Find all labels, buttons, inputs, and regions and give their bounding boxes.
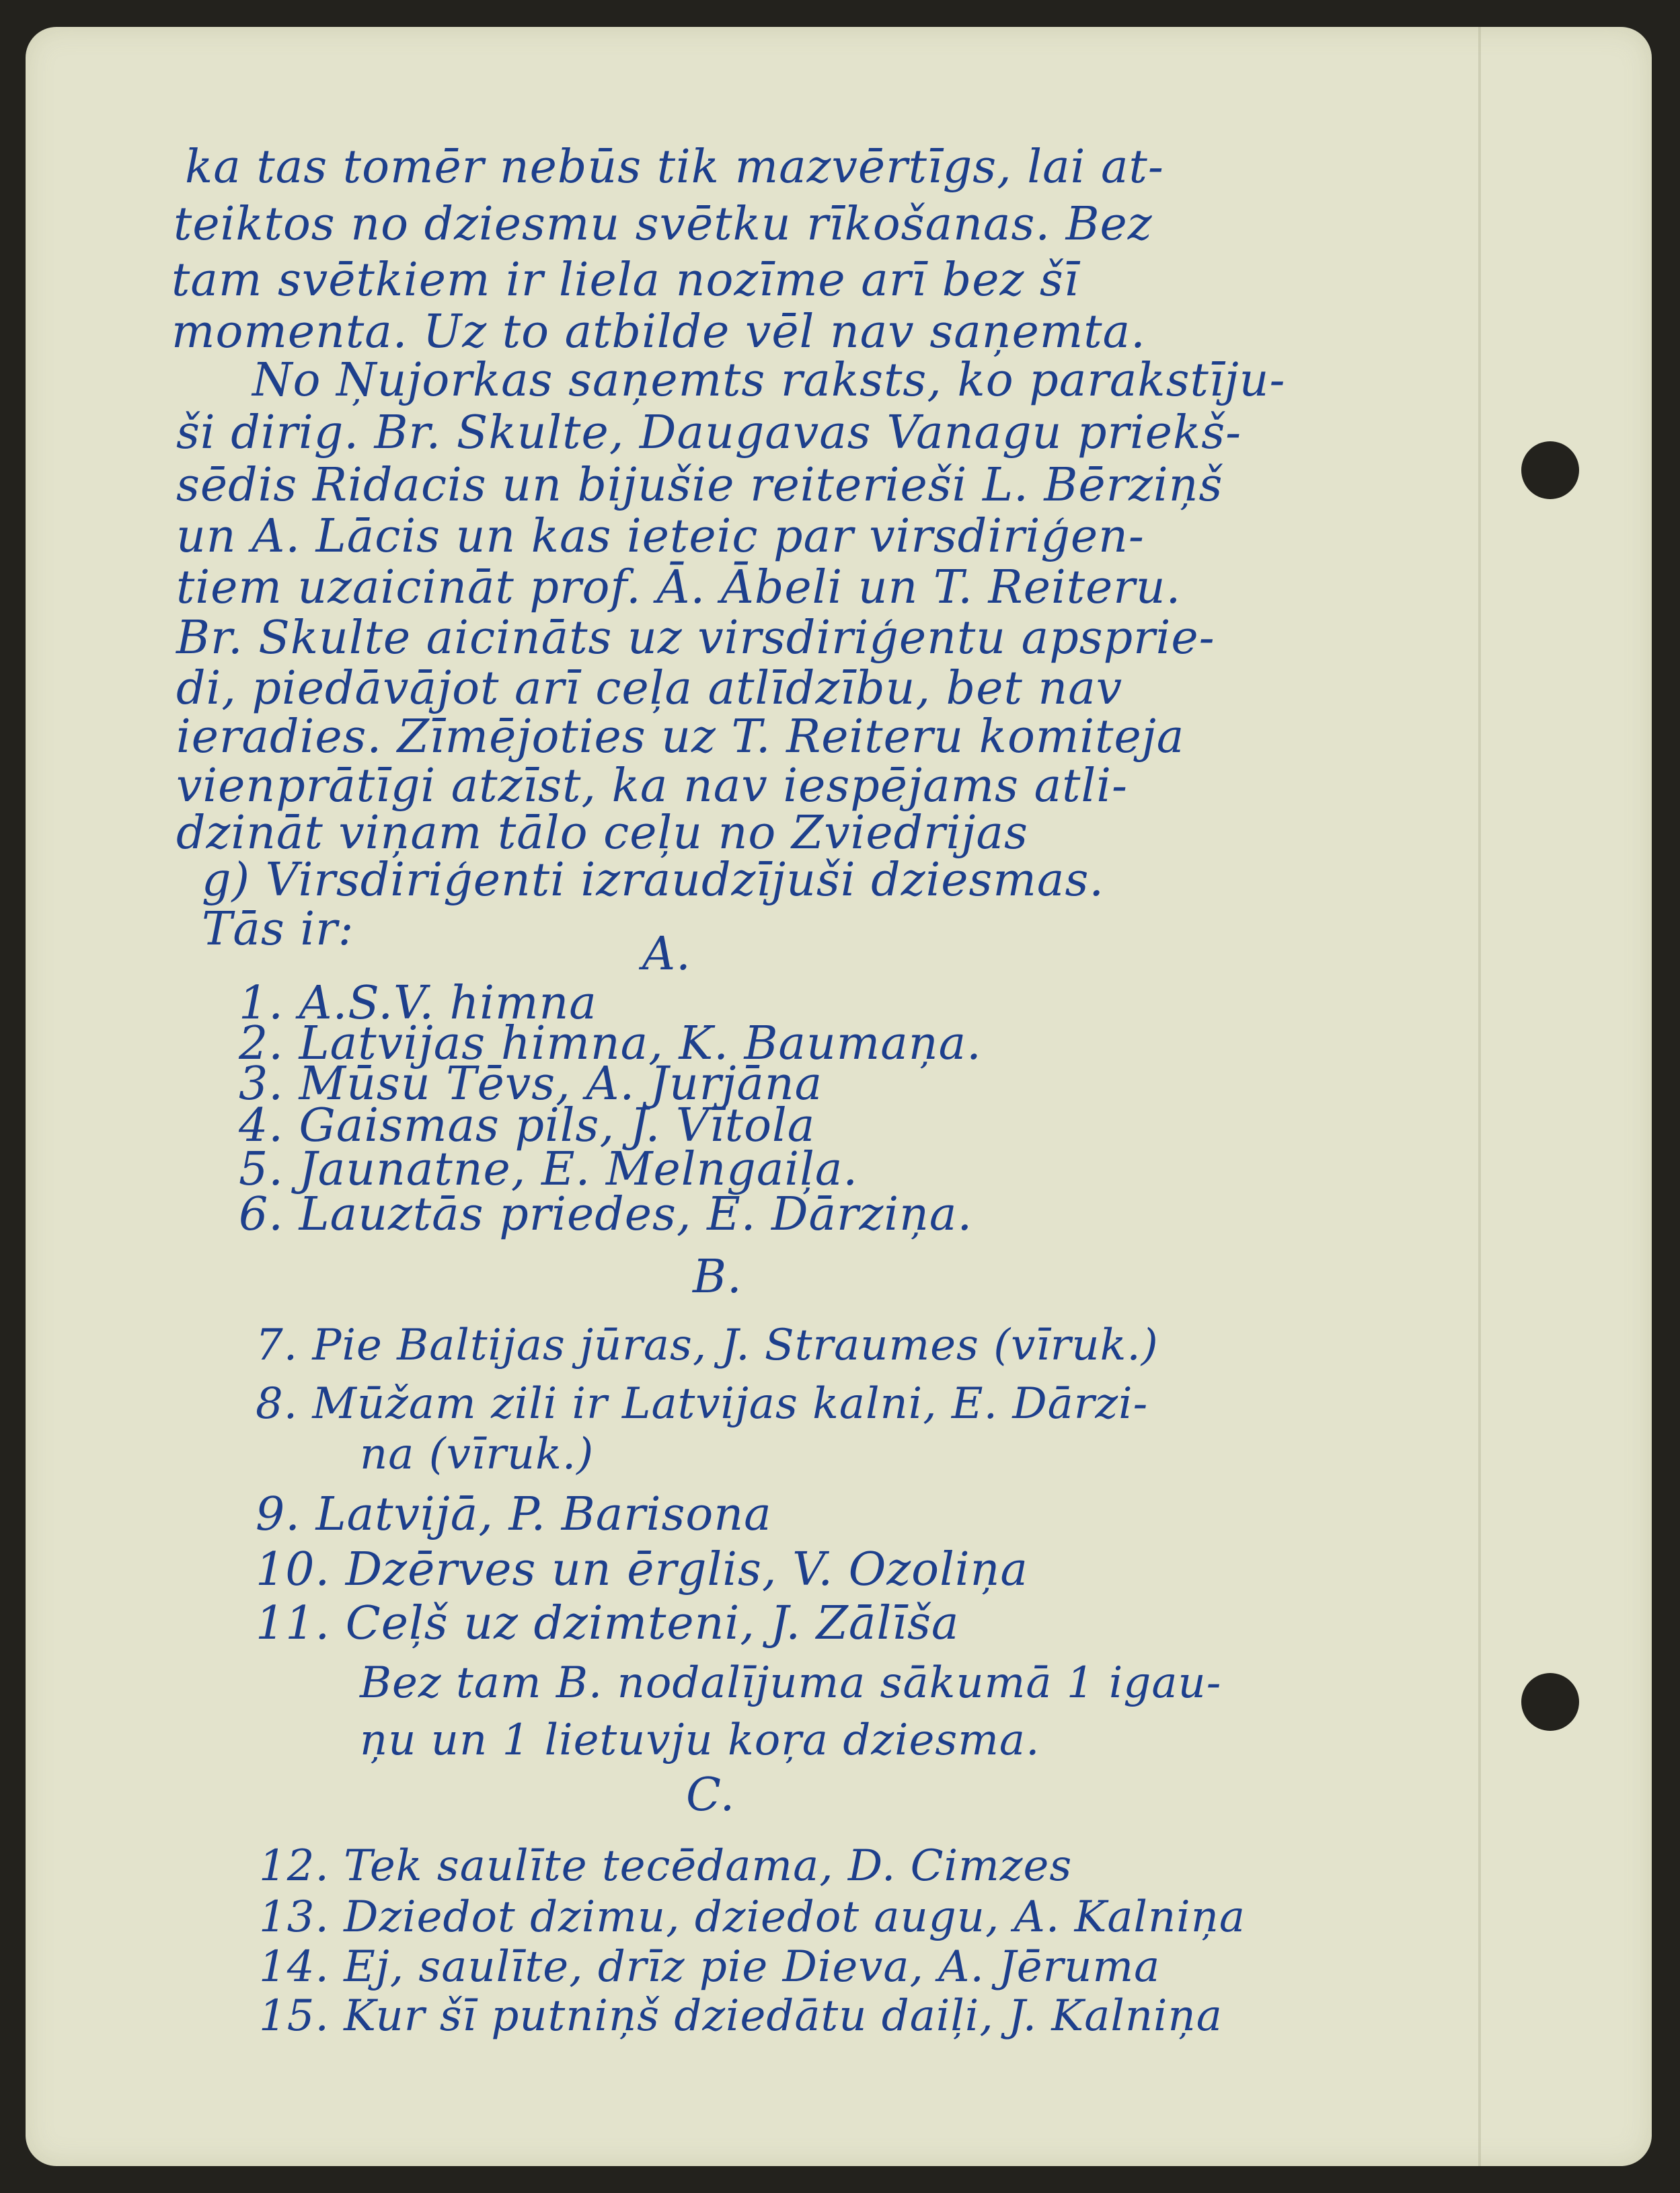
group-label-b: B. <box>693 1251 742 1304</box>
text-line: No Ņujorkas saņemts raksts, ko parakstīju- <box>252 354 1286 407</box>
text-line: Br. Skulte aicināts uz virsdiriģentu apsprie- <box>176 611 1215 665</box>
text-line: teiktos no dziesmu svētku rīkošanas. Bez <box>174 198 1153 251</box>
list-item: 13. Dziedot dzimu, dziedot augu, A. Kalniņa <box>259 1892 1246 1942</box>
text-line: ši dirig. Br. Skulte, Daugavas Vanagu priekš- <box>176 406 1242 459</box>
list-item: 10. Dzērves un ērglis, V. Ozoliņa <box>256 1543 1028 1596</box>
text-line: un A. Lācis un kas ieteic par virsdiriģen- <box>176 510 1145 563</box>
section-heading: g) Virsdiriģenti izraudzījuši dziesmas. <box>202 854 1104 907</box>
text-line: tiem uzaicināt prof. Ā. Ābeli un T. Reiteru. <box>176 561 1182 614</box>
list-item: 14. Ej, saulīte, drīz pie Dieva, A. Jēruma <box>259 1942 1161 1992</box>
list-item: 11. Ceļš uz dzimteni, J. Zālīša <box>256 1597 960 1650</box>
text-line: sēdis Ridacis un bijušie reiterieši L. Bērziņš <box>176 459 1223 512</box>
list-item: 6. Lauztās priedes, E. Dārziņa. <box>239 1188 973 1241</box>
text-line: di, piedāvājot arī ceļa atlīdzību, bet nav <box>176 662 1123 715</box>
text-line: tam svētkiem ir liela nozīme arī bez šī <box>171 254 1079 307</box>
list-item: 15. Kur šī putniņš dziedātu daiļi, J. Kalniņa <box>259 1991 1223 2041</box>
list-item: 1. A.S.V. himna <box>239 977 597 1030</box>
list-item: 4. Gaismas pils, J. Vītola <box>239 1099 816 1152</box>
list-item: 8. Mūžam zili ir Latvijas kalni, E. Dārzi- <box>256 1379 1149 1429</box>
list-item: na (vīruk.) <box>360 1429 595 1479</box>
list-item: 2. Latvijas himna, K. Baumaņa. <box>239 1017 982 1070</box>
note-line: Bez tam B. nodalījuma sākumā 1 igau- <box>360 1658 1222 1708</box>
list-item: 12. Tek saulīte tecēdama, D. Cimzes <box>259 1841 1073 1891</box>
group-label-a: A. <box>642 928 691 981</box>
text-line: ieradies. Zīmējoties uz T. Reiteru komiteja <box>176 710 1185 764</box>
list-item: 3. Mūsu Tēvs, A. Jurjāna <box>239 1057 823 1111</box>
section-intro: Tās ir: <box>202 903 354 956</box>
text-line: momenta. Uz to atbilde vēl nav saņemta. <box>171 305 1146 359</box>
text-line: dzināt viņam tālo ceļu no Zviedrijas <box>176 807 1028 860</box>
list-item: 9. Latvijā, P. Barisona <box>256 1488 772 1541</box>
note-line: ņu un 1 lietuvju koŗa dziesma. <box>360 1715 1040 1765</box>
text-line: vienprātīgi atzīst, ka nav iespējams atli- <box>176 759 1128 813</box>
text-line: ka tas tomēr nebūs tik mazvērtīgs, lai at- <box>185 141 1164 194</box>
list-item: 5. Jaunatne, E. Melngaiļa. <box>239 1143 859 1196</box>
group-label-c: C. <box>686 1769 736 1822</box>
list-item: 7. Pie Baltijas jūras, J. Straumes (vīruk.) <box>256 1321 1159 1370</box>
